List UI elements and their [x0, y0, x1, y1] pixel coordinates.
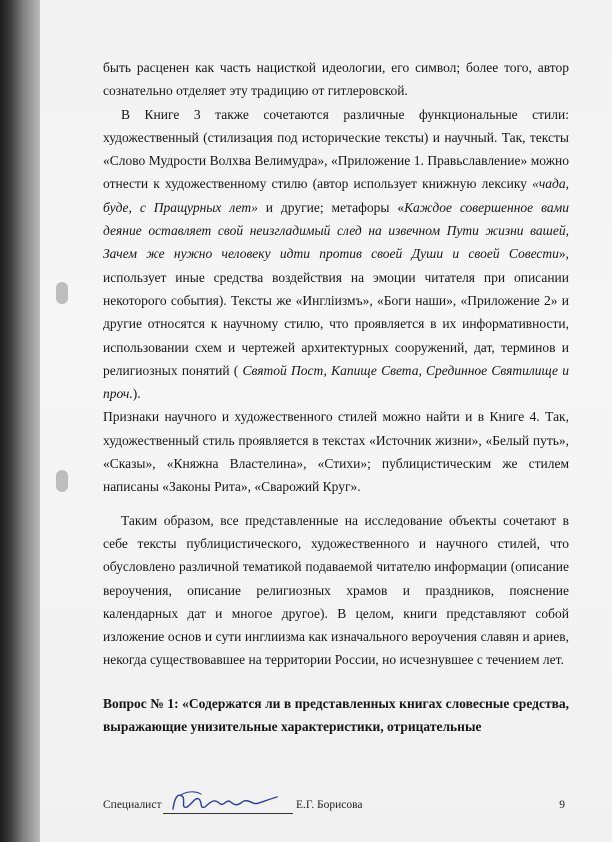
text-run: Таким образом, все представленные на исследование объекты сочетают в себе тексты публицистического, художественного и научного стилей, что обусловлено различной тематикой подаваемой читателю информации (описание вероучения, описание религиозных храмов и праздников, пояснение календарных дат и многое другое). В целом, книги представляют собой изложение основ и сути инглиизма как изначального вероучения славян и ариев, некогда существовавшее на территории России, но исчезнувшее с течением лет. — [103, 512, 569, 668]
footer-role: Специалист — [103, 799, 162, 811]
punch-hole-bottom — [56, 470, 68, 492]
text-run: », использует иные средства воздействия на эмоции читателя при описании некоторого события). Тексты же «Инглiизмъ», «Боги наши», «Приложение 2» и другие относятся к научному стилю, что проявляется в их информативности, использовании схем и чертежей архитектурных сооружений, дат, терминов и религиозных понятий ( — [103, 246, 569, 378]
text-run: быть расценен как часть нацисткой идеологии, его символ; более того, автор сознательно отделяет эту традицию от гитлеровской. — [103, 60, 569, 99]
paragraph-2 — [103, 103, 569, 406]
page-footer — [103, 793, 569, 817]
italic-run: Каждое совершенное вами деяние оставляет свой неизгладимый след на извечном Пути жизни вашей, Зачем же нужно человеку идти против своей Души и своей Совести — [103, 199, 569, 262]
paragraph-3 — [103, 405, 569, 498]
italic-run: Святой Пост, Капище Света, Срединное Святилище и проч. — [103, 362, 569, 402]
paragraph-1 — [103, 56, 569, 103]
italic-run: «чада, буде, с Пращурных лет» — [103, 176, 569, 215]
page-number: 9 — [559, 799, 565, 811]
text-run: ). — [132, 386, 141, 402]
signature-line — [163, 813, 293, 814]
footer-name: Е.Г. Борисова — [296, 799, 363, 811]
paragraph-gap — [103, 499, 569, 509]
text-run: и другие; метафоры « — [257, 199, 405, 215]
text-run: Вопрос № 1: «Содержатся ли в представленных книгах словесные средства, выражающие унизительные характеристики, отрицательные — [103, 695, 569, 735]
paragraph-4 — [103, 509, 569, 672]
text-run: В Книге 3 также сочетаются различные функциональные стили: художественный (стилизация под исторические тексты) и научный. Так, тексты «Слово Мудрости Волхва Велимудра», «Приложение 1. Правьславление» можно отнести к художественному стилю (автор использует книжную лексику — [103, 106, 569, 192]
paragraph-gap — [103, 672, 569, 692]
question-heading — [103, 692, 569, 739]
punch-hole-top — [56, 282, 68, 304]
text-run: Признаки научного и художественного стилей можно найти и в Книге 4. Так, художественный стиль проявляется в текстах «Источник жизни», «Белый путь», «Сказы», «Княжна Властелина», «Стихи»; публицистическим же стилем написаны «Законы Рита», «Сварожий Круг». — [103, 409, 569, 495]
document-body — [103, 56, 569, 738]
